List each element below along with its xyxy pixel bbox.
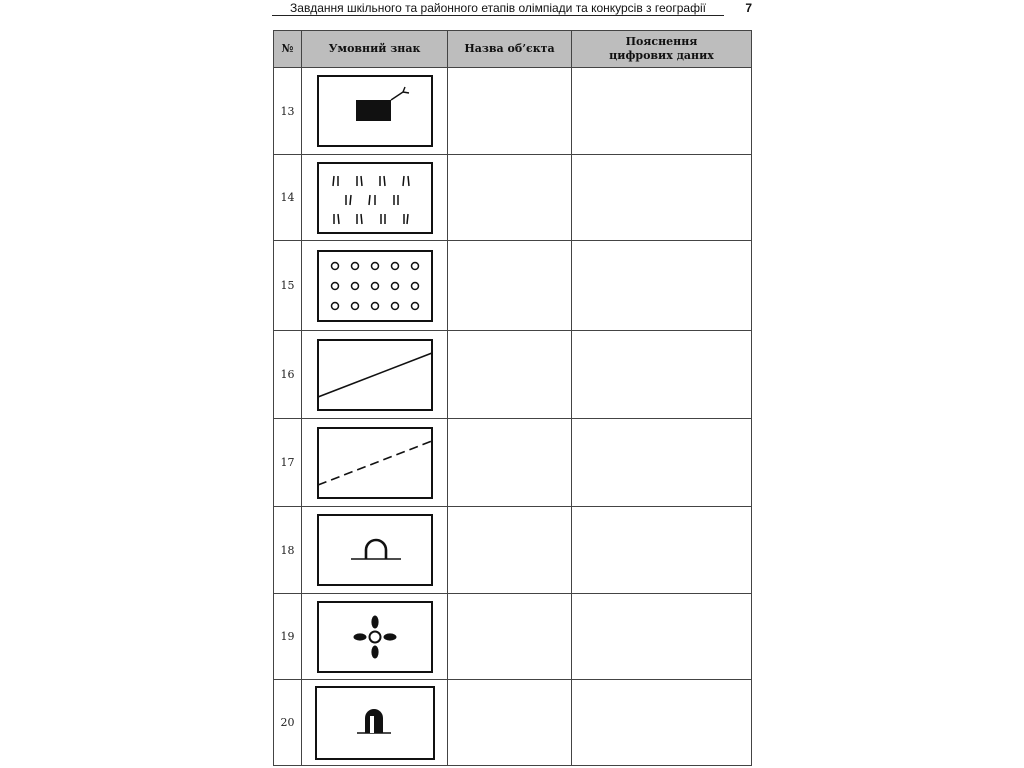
object-name-cell[interactable] xyxy=(448,594,572,680)
arch-on-baseline-symbol xyxy=(317,514,433,586)
page-header xyxy=(272,0,752,16)
column-header-explanation: Пояснення цифрових даних xyxy=(572,31,752,68)
explanation-cell[interactable] xyxy=(572,419,752,507)
explanation-cell[interactable] xyxy=(572,68,752,155)
symbol-cell xyxy=(302,507,448,594)
row-number: 17 xyxy=(274,419,302,507)
page-header-title: Завдання шкільного та районного етапів олімпіади та конкурсів з географії xyxy=(290,1,706,15)
explanation-cell[interactable] xyxy=(572,155,752,241)
mound-with-posts-symbol xyxy=(315,686,435,760)
map-symbols-table xyxy=(273,30,752,766)
table-row xyxy=(274,155,752,241)
table-row xyxy=(274,241,752,331)
grass-tufts-pattern-symbol xyxy=(317,162,433,234)
table-row xyxy=(274,594,752,680)
column-header-object-name: Назва об’єкта xyxy=(448,31,572,68)
table-header-row xyxy=(274,31,752,68)
dashed-diagonal-line-symbol xyxy=(317,427,433,499)
table-row xyxy=(274,507,752,594)
explanation-cell[interactable] xyxy=(572,331,752,419)
explanation-cell[interactable] xyxy=(572,507,752,594)
solid-diagonal-line-symbol xyxy=(317,339,433,411)
table-row xyxy=(274,331,752,419)
page-number: 7 xyxy=(745,1,752,15)
object-name-cell[interactable] xyxy=(448,68,572,155)
symbol-cell xyxy=(302,155,448,241)
object-name-cell[interactable] xyxy=(448,419,572,507)
row-number: 20 xyxy=(274,680,302,766)
column-header-number: № xyxy=(274,31,302,68)
row-number: 16 xyxy=(274,331,302,419)
row-number: 13 xyxy=(274,68,302,155)
object-name-cell[interactable] xyxy=(448,507,572,594)
object-name-cell[interactable] xyxy=(448,680,572,766)
header-rule xyxy=(272,15,724,16)
row-number: 15 xyxy=(274,241,302,331)
symbol-cell xyxy=(302,331,448,419)
symbol-cell xyxy=(302,594,448,680)
explanation-cell[interactable] xyxy=(572,241,752,331)
row-number: 14 xyxy=(274,155,302,241)
row-number: 18 xyxy=(274,507,302,594)
table-row xyxy=(274,68,752,155)
row-number: 19 xyxy=(274,594,302,680)
small-circles-grid-symbol xyxy=(317,250,433,322)
table-row xyxy=(274,680,752,766)
symbol-cell xyxy=(302,419,448,507)
column-header-symbol: Умовний знак xyxy=(302,31,448,68)
object-name-cell[interactable] xyxy=(448,241,572,331)
symbol-cell xyxy=(302,680,448,766)
symbol-cell xyxy=(302,241,448,331)
symbol-cell xyxy=(302,68,448,155)
object-name-cell[interactable] xyxy=(448,155,572,241)
object-name-cell[interactable] xyxy=(448,331,572,419)
explanation-cell[interactable] xyxy=(572,680,752,766)
black-rectangle-with-flag-symbol xyxy=(317,75,433,147)
table-row xyxy=(274,419,752,507)
explanation-cell[interactable] xyxy=(572,594,752,680)
four-blade-cross-with-circle-symbol xyxy=(317,601,433,673)
